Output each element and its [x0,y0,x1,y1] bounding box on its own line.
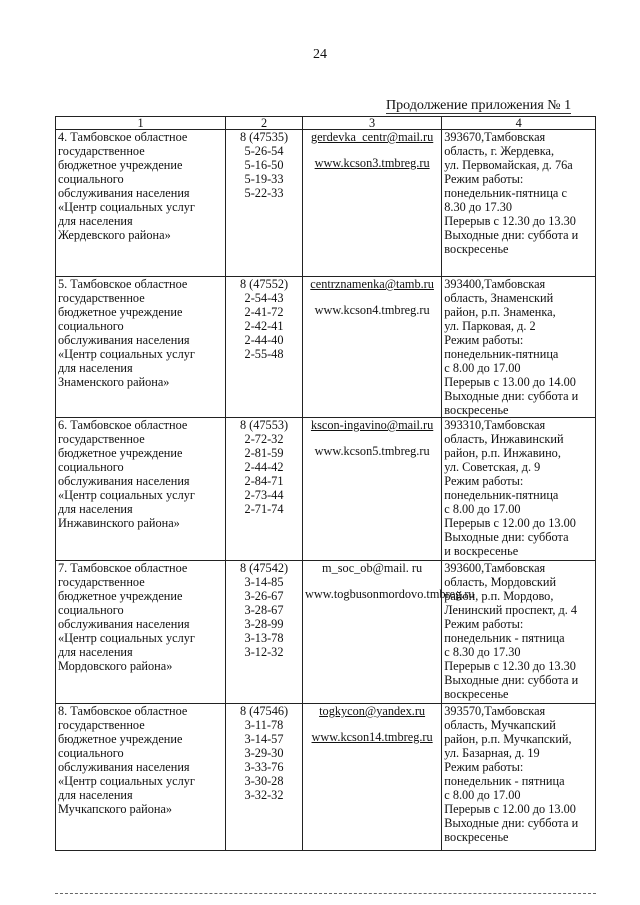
address-line: область, Знаменский [444,291,554,305]
address-line: Ленинский проспект, д. 4 [444,603,578,617]
phone-number: 2-72-32 [244,432,284,446]
table-row [56,130,596,277]
organization-cell [56,704,226,851]
organization-name-line: государственное [58,575,145,589]
organization-name-line: Жердевского района» [58,228,171,242]
organization-name-line: государственное [58,718,145,732]
table-row [56,277,596,418]
organization-name-line: социального [58,172,124,186]
email-link[interactable]: gerdevka_centr@mail.ru [310,130,434,144]
organization-name-line: «Центр социальных услуг [58,347,195,361]
address-line: район, р.п. Мордово, [444,589,554,603]
phone-number: 3-33-76 [244,760,284,774]
address-line: ул. Первомайская, д. 76а [444,158,573,172]
page-number: 24 [313,47,327,62]
address-line: ул. Парковая, д. 2 [444,319,536,333]
page-bottom-rule [55,893,596,894]
phone-number: 5-19-33 [244,172,284,186]
address-line: Режим работы: [444,617,524,631]
phone-area-code: 8 (47546) [239,704,289,718]
email-link[interactable]: m_soc_ob@mail. ru [322,561,423,575]
phone-number: 2-41-72 [244,305,284,319]
phone-number: 3-14-57 [244,732,284,746]
email-link[interactable]: kscon-ingavino@mail.ru [310,418,434,432]
phone-number: 2-54-43 [244,291,284,305]
organization-cell [56,277,226,418]
phone-number: 3-14-85 [244,575,284,589]
address-line: с 8.30 до 17.30 [444,645,521,659]
address-cell [442,277,596,418]
address-line: Выходные дни: суббота и [444,389,579,403]
address-line: район, р.п. Инжавино, [444,446,561,460]
address-line: Выходные дни: суббота и [444,673,579,687]
address-line: Перерыв с 12.00 до 13.00 [444,516,576,530]
phone-number: 3-13-78 [244,631,284,645]
phone-area-code: 8 (47542) [239,561,289,575]
organization-name-line: социального [58,319,124,333]
phones-cell [226,130,303,277]
address-line: область, Мордовский [444,575,557,589]
address-line: район, р.п. Мучкапский, [444,732,572,746]
organization-name-line: Знаменского района» [58,375,170,389]
organization-name-line: бюджетное учреждение [58,732,183,746]
website-link[interactable]: www.kcson3.tmbreg.ru [314,156,430,170]
address-line: с 8.00 до 17.00 [444,502,521,516]
address-line: Режим работы: [444,760,524,774]
phone-number: 2-84-71 [244,474,284,488]
address-line: понедельник - пятница [444,631,565,645]
address-line: Выходные дни: суббота и [444,816,579,830]
organization-cell [56,561,226,704]
address-line: 393310,Тамбовская [444,418,546,432]
email-link[interactable]: togkycon@yandex.ru [319,704,426,718]
phone-number: 3-28-99 [244,617,284,631]
address-line: Перерыв с 12.30 до 13.30 [444,214,576,228]
organization-name-line: государственное [58,291,145,305]
phone-number: 3-26-67 [244,589,284,603]
organization-name-line: 6. Тамбовское областное [58,418,188,432]
address-cell [442,561,596,704]
address-line: Режим работы: [444,172,524,186]
address-line: Выходные дни: суббота [444,530,569,544]
column-header: 4 [442,117,596,130]
organizations-table [55,116,596,851]
organization-name-line: обслуживания населения [58,333,190,347]
organization-name-line: для населения [58,361,133,375]
address-line: воскресенье [444,687,509,701]
address-line: воскресенье [444,830,509,844]
phone-number: 3-28-67 [244,603,284,617]
address-cell [442,130,596,277]
website-link[interactable]: www.kcson14.tmbreg.ru [311,730,433,744]
phone-number: 3-30-28 [244,774,284,788]
address-line: Перерыв с 12.30 до 13.30 [444,659,576,673]
organization-name-line: «Центр социальных услуг [58,631,195,645]
organization-name-line: государственное [58,432,145,446]
contacts-cell [302,277,441,418]
organization-name-line: социального [58,460,124,474]
organization-name-line: бюджетное учреждение [58,305,183,319]
address-line: Режим работы: [444,333,524,347]
organization-name-line: для населения [58,788,133,802]
column-header: 1 [56,117,226,130]
phones-cell [226,277,303,418]
phone-number: 3-11-78 [244,718,284,732]
organization-name-line: обслуживания населения [58,186,190,200]
address-line: область, Инжавинский [444,432,564,446]
organization-name-line: Мучкапского района» [58,802,173,816]
address-line: с 8.00 до 17.00 [444,788,521,802]
address-line: 393400,Тамбовская [444,277,546,291]
address-line: Выходные дни: суббота и [444,228,579,242]
organization-name-line: для населения [58,502,133,516]
organization-name-line: обслуживания населения [58,760,190,774]
organization-name-line: 5. Тамбовское областное [58,277,188,291]
address-line: 393670,Тамбовская [444,130,546,144]
phone-number: 2-81-59 [244,446,284,460]
address-line: ул. Базарная, д. 19 [444,746,540,760]
organization-cell [56,130,226,277]
contacts-cell [302,418,441,561]
phone-number: 3-32-32 [244,788,284,802]
phone-number: 5-22-33 [244,186,284,200]
address-line: и воскресенье [444,544,519,558]
address-line: область, г. Жердевка, [444,144,555,158]
organization-name-line: государственное [58,144,145,158]
contacts-cell [302,561,475,704]
phone-number: 5-26-54 [244,144,284,158]
organization-name-line: социального [58,603,124,617]
organization-name-line: «Центр социальных услуг [58,200,195,214]
organization-name-line: обслуживания населения [58,617,190,631]
column-header: 3 [302,117,441,130]
phone-number: 5-16-50 [244,158,284,172]
organization-name-line: 4. Тамбовское областное [58,130,188,144]
address-line: воскресенье [444,403,509,417]
phones-cell [226,418,303,561]
address-line: Перерыв с 13.00 до 14.00 [444,375,576,389]
organization-name-line: Инжавинского района» [58,516,180,530]
email-link[interactable]: centrznamenka@tamb.ru [310,277,434,291]
address-line: 393570,Тамбовская [444,704,546,718]
organization-name-line: для населения [58,645,133,659]
phone-number: 2-44-40 [244,333,284,347]
address-line: ул. Советская, д. 9 [444,460,541,474]
website-link[interactable]: www.kcson5.tmbreg.ru [314,444,430,458]
phones-cell [226,704,303,851]
organization-name-line: социального [58,746,124,760]
organization-name-line: обслуживания населения [58,474,190,488]
address-cell [442,704,596,851]
address-cell [442,418,596,561]
organization-name-line: для населения [58,214,133,228]
organization-name-line: «Центр социальных услуг [58,774,195,788]
address-line: понедельник-пятница [444,488,559,502]
phone-area-code: 8 (47552) [239,277,289,291]
contacts-cell [302,704,441,851]
table-row [56,704,596,851]
phone-area-code: 8 (47553) [239,418,289,432]
phone-number: 2-42-41 [244,319,284,333]
address-line: понедельник-пятница [444,347,559,361]
table-row [56,561,596,704]
phone-number: 2-73-44 [244,488,284,502]
address-line: Режим работы: [444,474,524,488]
address-line: 8.30 до 17.30 [444,200,513,214]
website-link[interactable]: www.kcson4.tmbreg.ru [314,303,430,317]
continuation-title: Продолжение приложения № 1 [386,98,572,113]
organization-name-line: бюджетное учреждение [58,158,183,172]
address-line: понедельник-пятница с [444,186,567,200]
phones-cell [226,561,303,704]
website-link[interactable]: www.togbusonmordovo.tmbreg.ru [304,587,475,601]
address-line: с 8.00 до 17.00 [444,361,521,375]
organization-name-line: «Центр социальных услуг [58,488,195,502]
address-line: 393600,Тамбовская [444,561,546,575]
table-header-row [56,117,596,130]
organization-name-line: бюджетное учреждение [58,446,183,460]
column-header: 2 [226,117,303,130]
organization-name-line: Мордовского района» [58,659,173,673]
address-line: Перерыв с 12.00 до 13.00 [444,802,576,816]
phone-number: 2-44-42 [244,460,284,474]
phone-area-code: 8 (47535) [239,130,289,144]
contacts-cell [302,130,441,277]
organization-cell [56,418,226,561]
table-row [56,418,596,561]
address-line: воскресенье [444,242,509,256]
address-line: понедельник - пятница [444,774,565,788]
phone-number: 2-71-74 [244,502,284,516]
organization-name-line: 8. Тамбовское областное [58,704,188,718]
address-line: район, р.п. Знаменка, [444,305,556,319]
address-line: область, Мучкапский [444,718,556,732]
phone-number: 3-12-32 [244,645,284,659]
organization-name-line: 7. Тамбовское областное [58,561,188,575]
phone-number: 3-29-30 [244,746,284,760]
phone-number: 2-55-48 [244,347,284,361]
organization-name-line: бюджетное учреждение [58,589,183,603]
